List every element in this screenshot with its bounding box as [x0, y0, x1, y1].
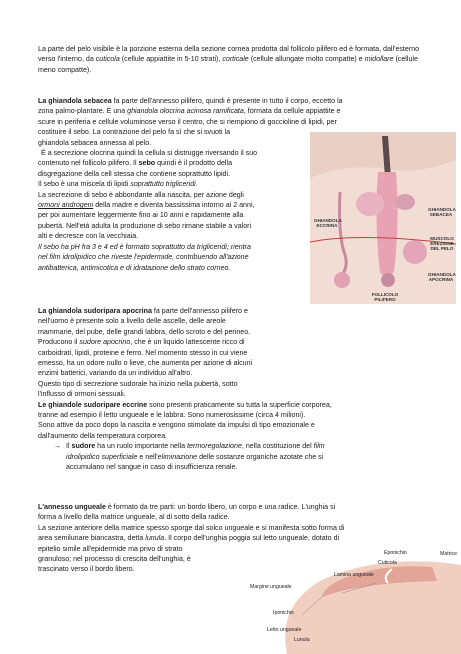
text: Il: [66, 442, 72, 451]
eccrine-coil-shape: [334, 272, 350, 288]
text: area semilunare biancastra, detta: [38, 534, 146, 543]
text: l'influsso di ormoni sessuali.: [38, 390, 126, 399]
text: costituire il sebo. La contrazione del pelo fa sì che si svuoti la: [38, 128, 231, 137]
term-corticale: corticale: [222, 55, 249, 64]
heading-nail: L'annesso ungueale: [38, 503, 106, 511]
label-lamina-ungueale: Lamina ungueale: [334, 572, 374, 578]
label-cuticola: Cuticola: [378, 560, 397, 566]
heading-sebaceous: La ghiandola sebacea: [38, 97, 112, 105]
term-termoregolazione: termoregolazione: [187, 442, 242, 451]
text: (cellule allungate molto compatte) e: [248, 55, 365, 64]
text: sono presenti praticamente su tutta la superficie corporea,: [147, 400, 332, 409]
text: ghiandola sebacea annessa al pelo.: [38, 138, 152, 147]
text: scure in periferia e cellule voluminose verso il centro, che si riempiono di goccioline di lipidi, per: [38, 117, 337, 126]
text: tranne ad esempio il letto ungueale e le labbra. Sono numerosissime (circa 4 milioni).: [38, 411, 306, 420]
follicle-shape: [376, 172, 397, 277]
skin-gland-illustration: [310, 132, 456, 304]
text: fa parte dell'annesso pilifero e: [151, 307, 248, 315]
term-sudore-apocrino: sudore apocrino: [79, 338, 131, 347]
label-lunula: Lunula: [294, 637, 310, 643]
text: pubertà. Nell'età adulta la produzione di sebo rimane stabile a valori: [38, 221, 252, 230]
text: Producono il: [38, 338, 80, 347]
label-muscolo-erezione: MUSCOLO EREZIONE DEL PELO: [430, 236, 454, 251]
nail-illustration: [232, 545, 461, 654]
text: forma a livello della matrice ungueale, al di sotto della radice.: [38, 513, 230, 522]
text: , che è un liquido lattescente ricco di: [130, 338, 245, 347]
term-idrolipidico: idrolipidico superficiale: [66, 452, 138, 461]
text: contenuto nel follicolo pilifero. Il: [38, 159, 139, 168]
text: epitelio simile all'epidermide ma privo di strato: [38, 544, 183, 553]
label-ghiandola-apocrina: GHIANDOLA APOCRINA: [428, 272, 456, 282]
text: , nella costituzione del: [241, 442, 314, 451]
apocrine-coil-shape: [403, 240, 427, 264]
paragraph-sweat-glands: [38, 306, 433, 473]
text: mammarie, del pube, delle grandi labbra, dello scroto e del perineo.: [38, 327, 251, 336]
text: La parte del pelo visibile è la porzione esterna della sezione cornea prodotta dal follicolo pilifero ed è formata, dall'esterno verso l'interno, da: [38, 45, 420, 64]
text: della madre e diventa bassissima intorno ai 2 anni,: [93, 201, 255, 210]
text: trascinato verso il bordo libero.: [38, 565, 135, 574]
text: granuloso; nel processo di crescita dell'unghia, è: [38, 555, 191, 564]
text: ha un ruolo importante nella: [95, 442, 188, 451]
text: quindi è il prodotto della: [155, 159, 233, 168]
sebaceous-shape: [356, 192, 384, 216]
text: nell'uomo è presente solo a livello delle ascelle, delle areole: [38, 317, 226, 326]
text: e nell': [137, 452, 158, 461]
text: fa parte dell'annesso pilifero, quindi è presente in tutto il corpo, eccetto la: [111, 97, 343, 105]
text: (cellule appiattite in 5-10 strati),: [119, 55, 223, 64]
text: enzimi batterici, variando da un individuo all'altro.: [38, 369, 193, 378]
text: emesso, ha un odore nullo o lieve, che aumenta per azione di alcuni: [38, 359, 253, 368]
text: Il sebo ha pH fra 3 e 4 ed è formato soprattutto da trigliceridi; rientra: [38, 242, 251, 251]
muscle-shape: [395, 194, 415, 210]
text: delle sostanze organiche azotate che si: [197, 452, 324, 461]
label-matrice: Matrice: [440, 551, 458, 557]
text: Sono attive da poco dopo la nascita e vengono stimolate da impulsi di tipo emozionale e: [38, 421, 315, 430]
text: La sezione anteriore della matrice spesso sporge dal solco ungueale e si manifesta sotto forma di: [38, 523, 345, 532]
text: alti e decresce con la vecchiaia.: [38, 232, 139, 241]
text: La secrezione di sebo è abbondante alla nascita, per azione degli: [38, 190, 244, 199]
heading-eccrine: Le ghiandole sudoripare eccrine: [38, 400, 148, 409]
label-follicolo-pilifero: FOLLICOLO PILIFERO: [371, 292, 399, 302]
term-ormoni-androgeni: ormoni androgeni: [38, 201, 94, 210]
term-trigliceridi: soprattutto trigliceridi: [130, 180, 196, 189]
term-midollare: midollare: [364, 55, 394, 64]
text: . Il corpo dell'unghia poggia sul letto ungueale, dotato di: [164, 534, 340, 543]
term-eliminazione: eliminazione: [157, 452, 198, 461]
term-sudore: sudore: [71, 442, 96, 451]
text: (cellule meno compatte).: [38, 55, 418, 74]
text: carboidrati, lipidi, proteine e ferro. Nel momento stesso in cui viene: [38, 348, 248, 357]
text: Il sebo è una miscela di lipidi: [38, 180, 131, 189]
term-olocrina: ghiandola olocrina acinosa ramificata: [127, 107, 244, 116]
text: disgregazione della cell stessa che contiene soprattutto lipidi.: [38, 169, 231, 178]
nail-drawing: [232, 545, 461, 654]
term-film: film: [313, 442, 325, 451]
text: nel film idrolipidico che riveste l'epidermide, contribuendo all'azione: [38, 253, 249, 262]
label-ghiandola-sebacea: GHIANDOLA SEBACEA: [428, 207, 456, 217]
heading-apocrine: La ghiandola sudoripara apocrina: [38, 307, 152, 315]
paragraph-hair-structure: [38, 44, 428, 75]
text: accumulano nel sangue in caso di insufficienza renale.: [66, 463, 238, 472]
label-letto-ungueale: Letto ungueale: [267, 627, 302, 633]
label-ghiandola-eccrina: GHIANDOLA ECCRINA: [314, 218, 342, 228]
text: , formata da cellule appiattite e: [243, 107, 341, 116]
text: dall'aumento della temperatura corporea.: [38, 431, 168, 440]
term-lunula: lunula: [145, 534, 165, 543]
arrow-bullet-icon: →: [54, 442, 62, 451]
label-margine-ungueale: Margine ungueale: [250, 584, 292, 590]
text: É a secrezione olocrina quindi la cellula si distrugge riversando il suo: [41, 149, 258, 158]
term-cuticola: cuticola: [95, 55, 120, 64]
label-eponichio-top: Eponichio: [384, 550, 407, 556]
text: zona palmo-plantare. È una: [38, 107, 128, 116]
text: è formato da tre parti: un bordo libero, un corpo e una radice. L'unghia si: [105, 503, 336, 511]
text: .: [195, 180, 198, 189]
text: antibatterica, antimicotica e di idratazione dello strato corneo.: [38, 263, 231, 272]
term-sebo: sebo: [138, 159, 156, 168]
text: Questo tipo di secrezione sudorale ha inizio nella pubertà, sotto: [38, 379, 238, 388]
label-iponichio: Iponichio: [273, 610, 294, 616]
text: per poi aumentare leggermente fino ai 10 anni e rapidamente alla: [38, 211, 244, 220]
follicle-bulb-shape: [381, 273, 395, 287]
